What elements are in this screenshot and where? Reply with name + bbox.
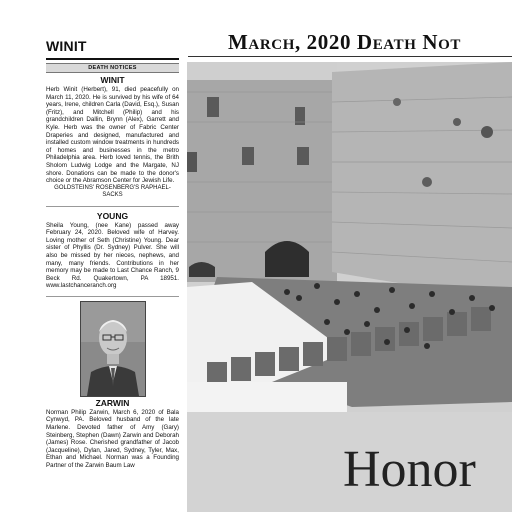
notice-name: ZARWIN [95,397,130,408]
notice-winit [46,75,179,200]
western-wall-photo [187,62,512,412]
notice-body: Sheila Young, (nee Kane) passed away February 24, 2020. Beloved wife of Harvey. Loving mother of Seth (Christine) Young. Dear sister of Phyllis (Dr. Sydney) Pulver. She will also be missed by her nieces, nephews, and many, many friends. Contributions in her memory may be made to Last Chance Ranch, 9 Beck Rd. Quakertown, PA 18951. www.lastchanceranch.org [46,221,179,290]
notice-name: YOUNG [96,210,129,221]
honor-banner-text: Honor [343,441,476,498]
column-header: WINIT [46,38,87,54]
section-label: DEATH NOTICES [46,63,179,73]
notice-young [46,211,179,290]
notice-zarwin [46,301,179,470]
notice-body: Norman Philip Zarwin, March 6, 2020 of Bala Cynwyd, PA. Beloved husband of the late Marlene. Devoted father of Amy (Gary) Steinberg, Stephen (Dawn) Zarwin and Deborah (James) Rose. Cherished grandfather of Jacob (Jacqueline), Dylan, Jared, Sydney, Tyler, Max, Ethan and Michael. Norman was a Founding Partner of the Zarwin Baum Law [46,408,179,470]
portrait-photo [80,301,146,397]
title-rule [188,56,512,57]
portrait-image [81,302,145,396]
notice-body: Herb Winit (Herbert), 91, died peacefully on March 11, 2020. He is survived by his wife of 64 years, Irene, children Carla (David, Esq.), Susan (Fritz), and Mitchell (Philip) and his grandchildren Dallin, Brynn (Alex), Garrett and Kyle. Herb was the owner of Fabric Center Draperies and designed, manufactured and installed custom window treatments in hundreds of homes and businesses in the metro Philadelphia area. Herb loved tennis, the Brith Sholom Ludwig Lodge and the Margate, NJ shore. Donations can be made to the donor's choice or the Abramson Center for Jewish Life. [46,86,179,185]
death-notices-column [46,38,179,470]
header-rule [46,58,179,60]
notice-divider [46,296,179,297]
notice-divider [46,206,179,207]
page-title: March, 2020 Death Not [228,30,461,54]
notice-name: WINIT [100,75,125,85]
notice-signature: GOLDSTEINS' ROSENBERG'S RAPHAEL-SACKS [54,184,171,199]
western-wall-image [187,62,512,412]
